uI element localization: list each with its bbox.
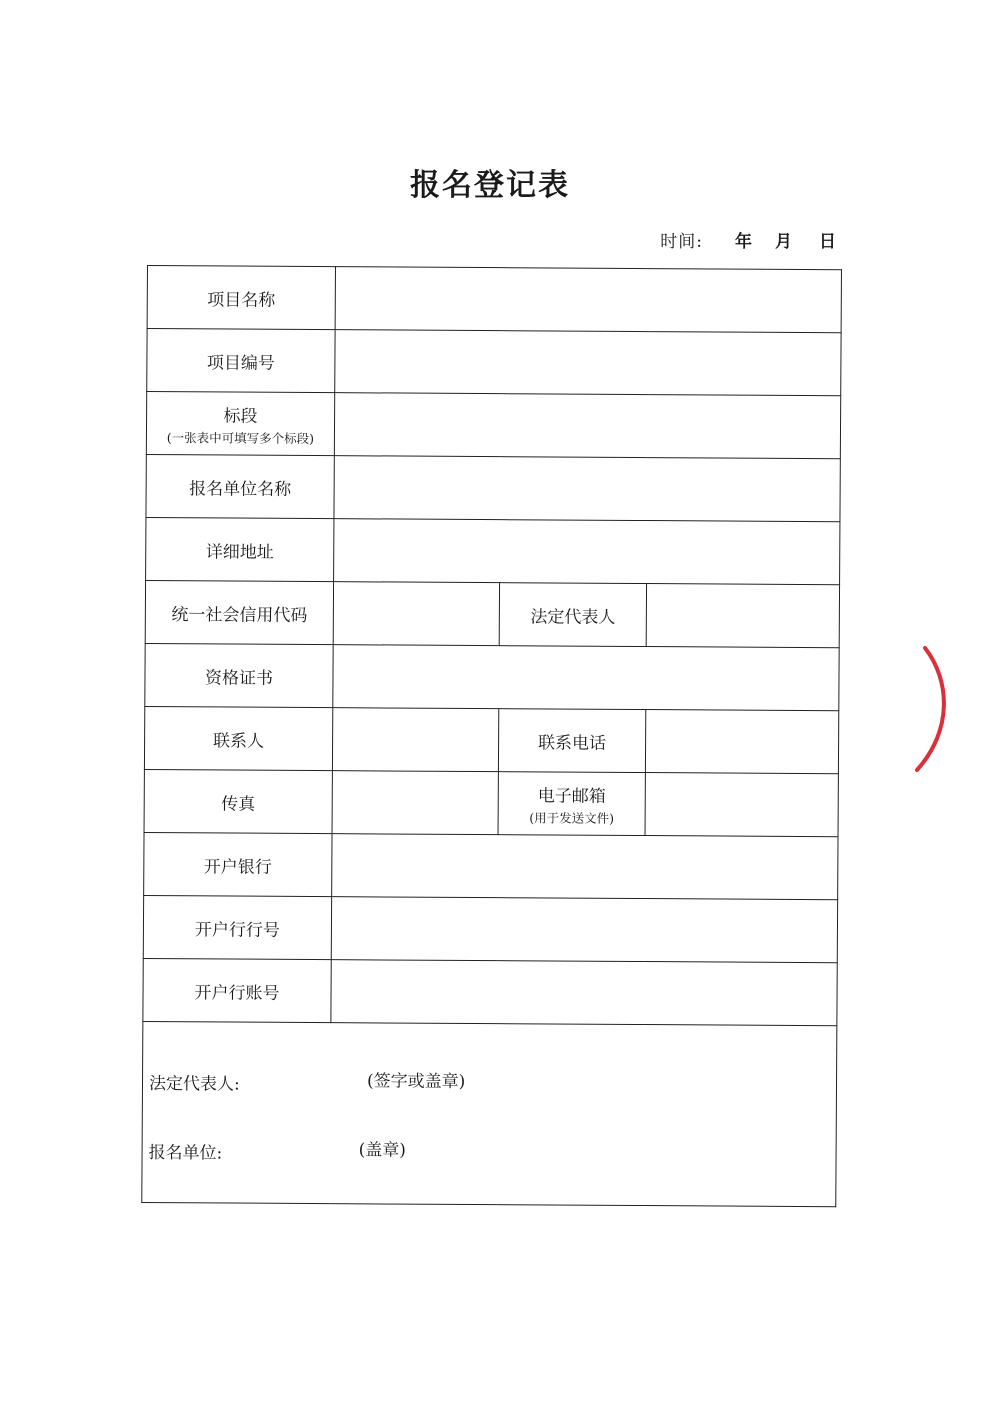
field-bank-account[interactable] [331,960,837,1026]
field-section[interactable] [334,393,840,459]
date-day: 日 [819,232,837,252]
label-qualification: 资格证书 [145,643,333,707]
sig-unit-note: (盖章) [358,1140,406,1161]
label-applicant-name: 报名单位名称 [146,454,334,518]
page-title: 报名登记表 [410,168,570,203]
field-bank[interactable] [332,834,838,900]
row-project-number [147,329,841,396]
label-contact: 联系人 [144,706,332,770]
date-line [660,227,837,252]
row-signature [142,1021,837,1206]
sig-legal-rep-label: 法定代表人: [148,1074,240,1095]
row-bank-number [143,895,837,962]
label-bank-account: 开户行账号 [143,958,331,1022]
signature-area[interactable] [142,1021,837,1206]
row-applicant-name [146,454,840,521]
red-seal-edge [905,640,965,780]
label-credit-code: 统一社会信用代码 [145,580,333,644]
label-bank-number: 开户行行号 [143,895,331,959]
label-project-number: 项目编号 [147,329,335,393]
sig-unit-label: 报名单位: [148,1143,223,1164]
row-contact [144,706,838,773]
row-bank [144,832,838,899]
label-legal-rep: 法定代表人 [499,583,646,647]
field-applicant-name[interactable] [334,456,840,522]
label-fax: 传真 [144,769,332,833]
sig-legal-rep-note: (签字或盖章) [366,1071,466,1092]
label-phone: 联系电话 [498,709,645,773]
row-qualification [145,643,839,710]
row-address [146,517,840,584]
field-bank-number[interactable] [331,897,837,963]
field-project-name[interactable] [335,267,841,333]
field-phone[interactable] [645,710,838,774]
date-month: 月 [775,232,793,252]
registration-table [141,265,842,1207]
row-bank-account [143,958,837,1025]
field-contact[interactable] [332,708,498,772]
row-project-name [147,266,841,333]
label-section-cell [146,392,334,456]
label-email-note: (用于发送文件) [529,809,615,826]
label-email-cell [498,772,645,836]
field-project-number[interactable] [335,330,841,396]
row-fax [144,769,838,836]
row-section [146,392,840,459]
field-credit-code[interactable] [333,582,499,646]
field-fax[interactable] [332,771,498,835]
field-address[interactable] [334,519,840,585]
sig-legal-rep [148,1069,466,1095]
date-label: 时间: [660,232,703,252]
field-qualification[interactable] [333,645,839,711]
label-address: 详细地址 [146,517,334,581]
field-legal-rep[interactable] [646,584,839,648]
label-email: 电子邮箱 [537,785,606,807]
label-bank: 开户银行 [144,832,332,896]
date-year: 年 [735,232,753,252]
label-project-name: 项目名称 [147,266,335,330]
row-credit-code [145,580,839,647]
label-section-note: (一张表中可填写多个标段) [166,429,315,446]
label-section: 标段 [223,405,258,427]
sig-unit [148,1138,406,1164]
field-email[interactable] [645,773,838,837]
